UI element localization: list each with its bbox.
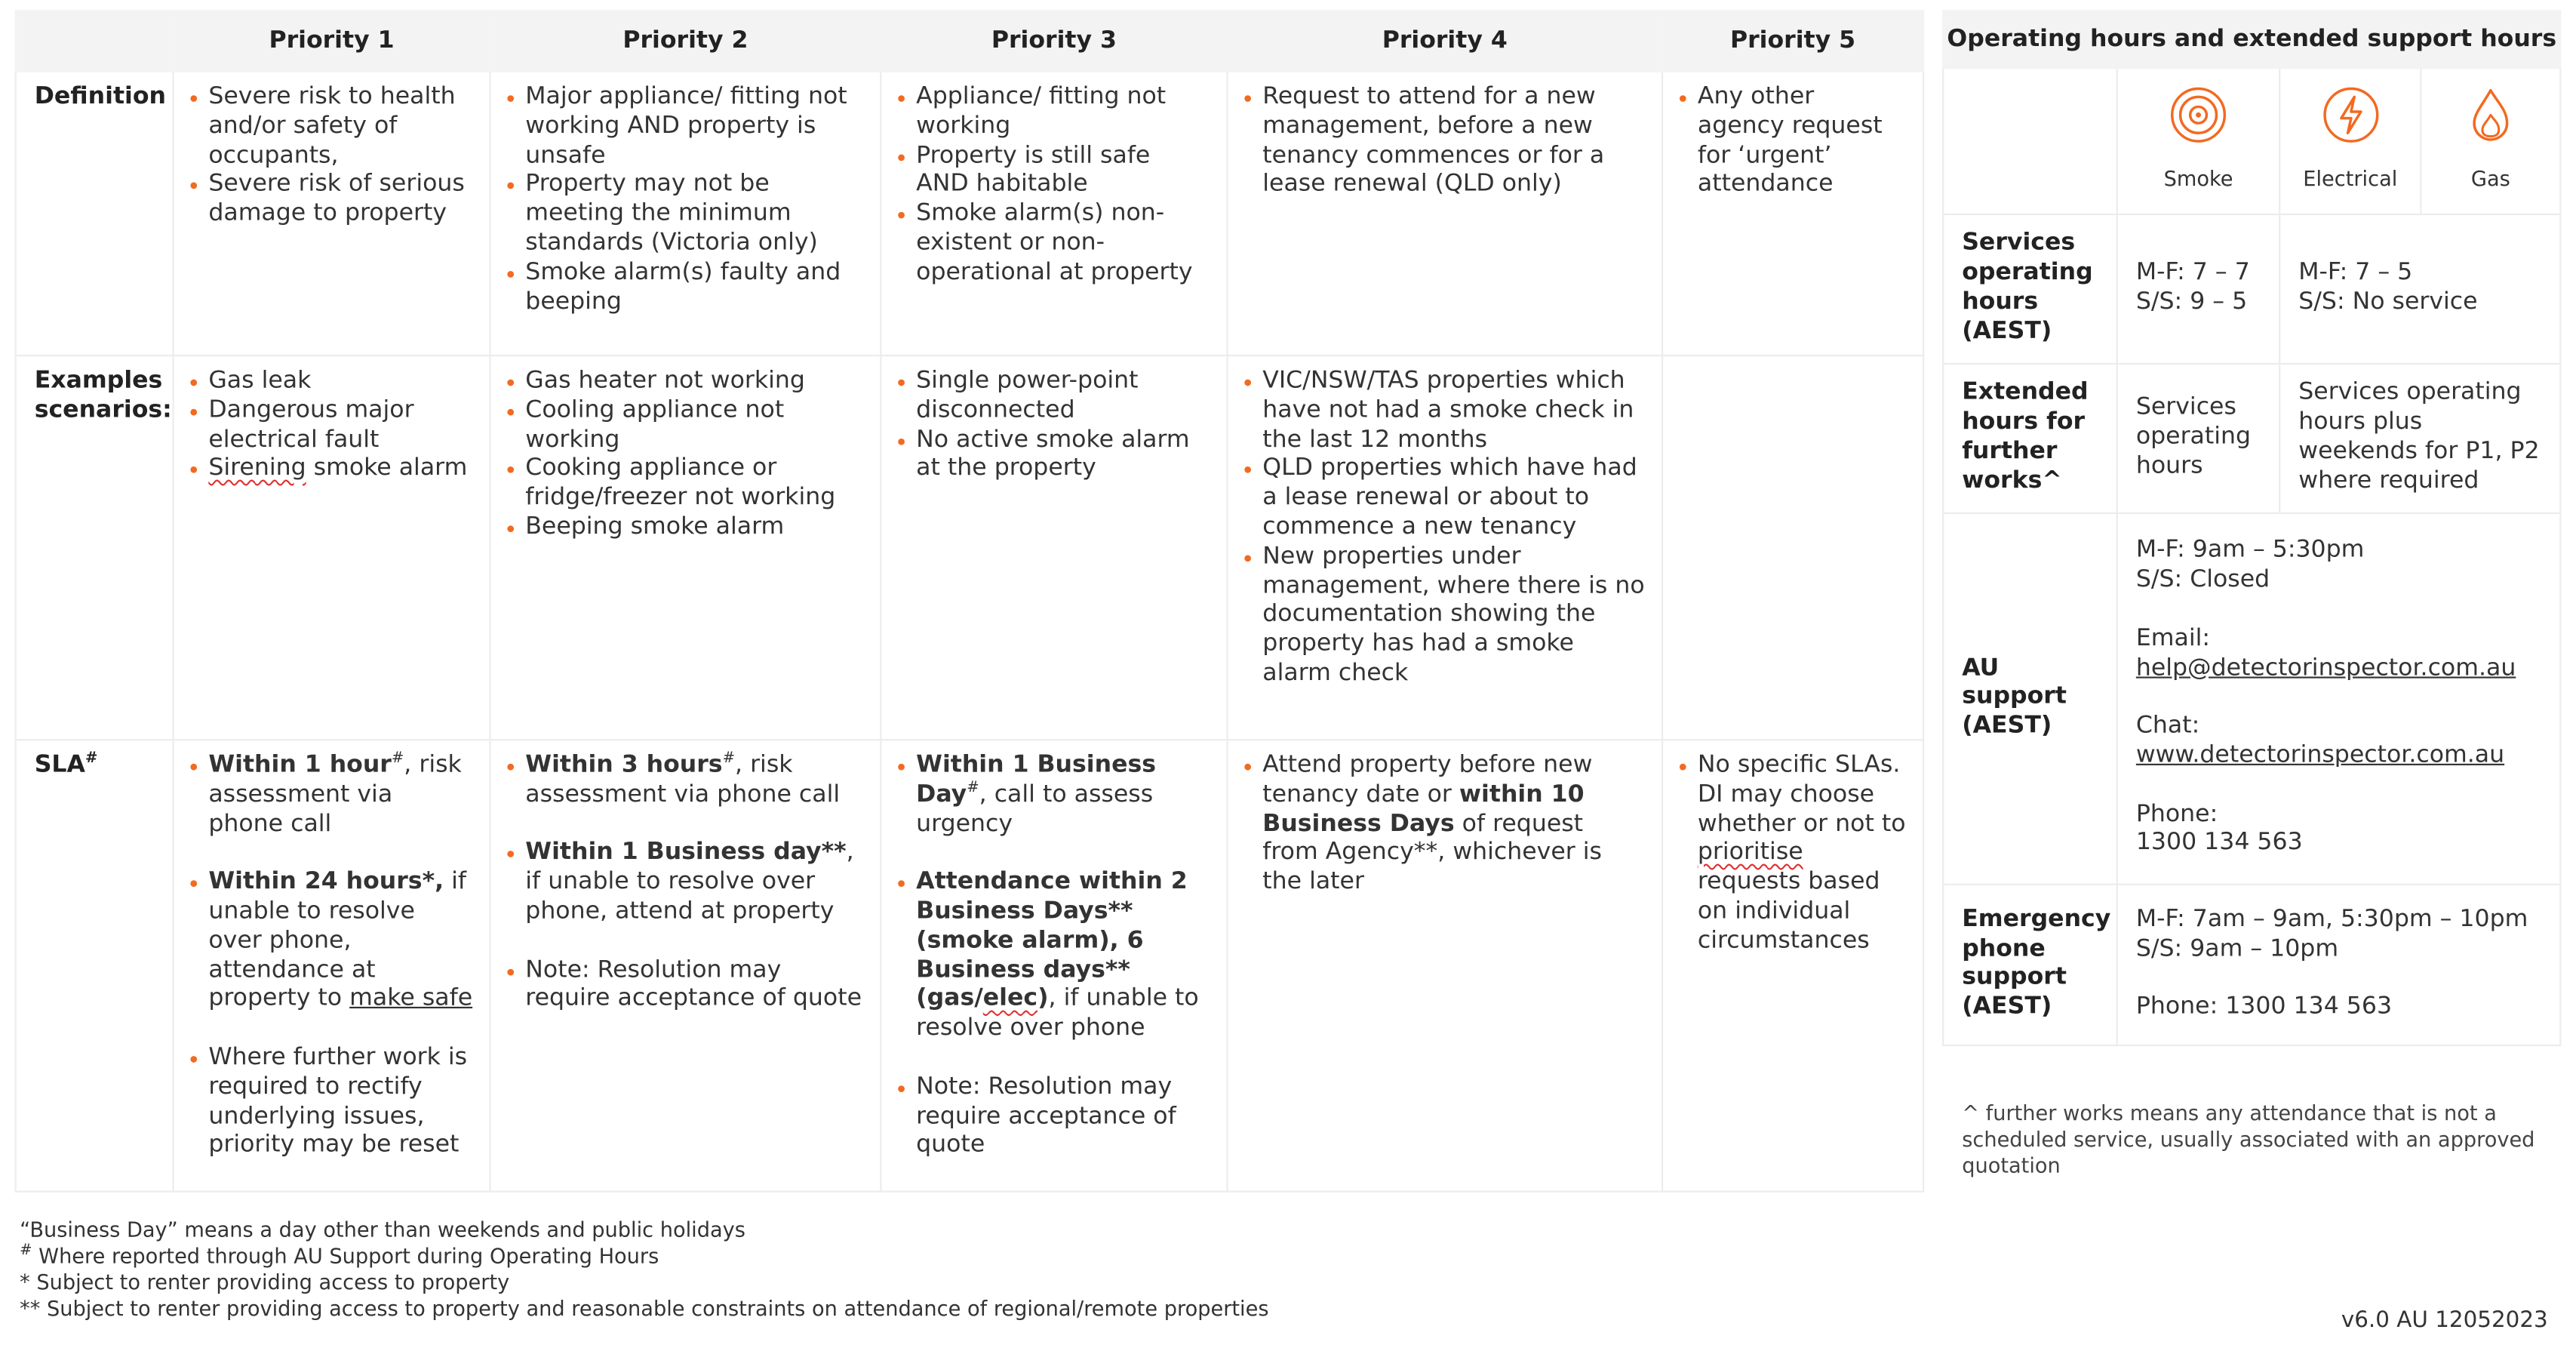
list-item: Gas heater not working [507, 368, 863, 397]
sla-p2 [490, 740, 881, 1191]
examples-p4 [1227, 355, 1662, 740]
operating-hours-title: Operating hours and extended support hours [1943, 11, 2560, 68]
list-item: Smoke alarm(s) non-existent or non-operational at property [898, 201, 1210, 288]
header-priority-5: Priority 5 [1662, 11, 1923, 72]
header-priority-2: Priority 2 [490, 11, 881, 72]
electrical-icon [2321, 85, 2380, 144]
list-item: Within 3 hours#, risk assessment via phone call [507, 753, 863, 811]
further-works-footnote: ^ further works means any attendance that is not a scheduled service, usually associated with an approved quotation [1962, 1100, 2535, 1178]
services-hours-label: Services operating hours (AEST) [1943, 214, 2117, 364]
emergency-support-label: Emergency phone support (AEST) [1943, 884, 2117, 1045]
list-item: Gas leak [190, 368, 472, 397]
list-item: Within 24 hours*, if unable to resolve over phone, attendance at property to make safe [190, 869, 472, 1015]
smoke-alarm-text: smoke alarm [313, 455, 468, 482]
list-item: Within 1 hour#, risk assessment via phone call [190, 753, 472, 840]
list-item: Appliance/ fitting not working [898, 84, 1210, 142]
definition-p5 [1662, 72, 1923, 355]
list-item: Within 1 Business day**, if unable to resolve over phone, attend at property [507, 840, 863, 928]
list-item: Request to attend for a new management, before a new tenancy commences or for a lease renewal (QLD only) [1244, 84, 1645, 201]
list-item: Attend property before new tenancy date or within 10 Business Days of request from Agency**, whichever is the later [1244, 753, 1645, 899]
extended-hours-label: Extended hours for further works^ [1943, 364, 2117, 513]
list-item: VIC/NSW/TAS properties which have not had a smoke check in the last 12 months [1244, 368, 1645, 455]
list-item: Any other agency request for ‘urgent’ attendance [1680, 84, 1906, 201]
list-item: Single power-point disconnected [898, 368, 1210, 426]
list-item: Note: Resolution may require acceptance of quote [507, 957, 863, 1015]
smoke-column-header [2117, 68, 2279, 214]
version-label: v6.0 AU 12052023 [2341, 1307, 2548, 1334]
list-item: Severe risk of serious damage to property [190, 171, 472, 229]
definition-label: Definition [16, 72, 174, 355]
list-item: No specific SLAs. DI may choose whether or not to prioritise requests based on individual circumstances [1680, 753, 1906, 957]
services-hours-row [1943, 214, 2560, 364]
gas-label: Gas [2470, 165, 2510, 191]
gas-column-header [2421, 68, 2560, 214]
sla-p3 [881, 740, 1227, 1191]
list-item: Major appliance/ fitting not working AND property is unsafe [507, 84, 863, 171]
service-icons-row [1943, 68, 2560, 214]
list-item: Severe risk to health and/or safety of occupants, [190, 84, 472, 171]
list-item: Dangerous major electrical fault [190, 397, 472, 455]
list-item: Cooking appliance or fridge/freezer not working [507, 456, 863, 514]
definition-p4 [1227, 72, 1662, 355]
extended-hours-other: Services operating hours plus weekends for P1, P2 where required [2279, 364, 2560, 513]
priority-header-row [16, 11, 1923, 72]
examples-p1 [174, 355, 490, 740]
chat-website-link[interactable]: www.detectorinspector.com.au [2135, 742, 2505, 769]
operating-hours-table [1942, 10, 2561, 1046]
list-item: Within 1 Business Day#, call to assess urgency [898, 753, 1210, 840]
sla-row [16, 740, 1923, 1191]
emergency-support-details: M-F: 7am – 9am, 5:30pm – 10pm S/S: 9am – 10pm Phone: 1300 134 563 [2117, 884, 2561, 1045]
list-item: Property is still safe AND habitable [898, 142, 1210, 200]
list-item: Beeping smoke alarm [507, 514, 863, 543]
footnote-double-star: ** Subject to renter providing access to property and reasonable constraints on attendance of regional/remote properties [20, 1295, 1269, 1321]
header-priority-1: Priority 1 [174, 11, 490, 72]
list-item [190, 456, 472, 485]
list-item: Attendance within 2 Business Days** (smoke alarm), 6 Business days** (gas/elec), if unable to resolve over phone [898, 869, 1210, 1044]
definition-p1 [174, 72, 490, 355]
services-hours-smoke: M-F: 7 – 7 S/S: 9 – 5 [2117, 214, 2279, 364]
sla-label: SLA# [16, 740, 174, 1191]
examples-row [16, 355, 1923, 740]
definition-row [16, 72, 1923, 355]
list-item: New properties under management, where there is no documentation showing the property has had a smoke alarm check [1244, 543, 1645, 690]
list-item: Cooling appliance not working [507, 397, 863, 455]
extended-hours-row [1943, 364, 2560, 513]
electrical-label: Electrical [2303, 165, 2398, 191]
examples-p2 [490, 355, 881, 740]
header-priority-3: Priority 3 [881, 11, 1227, 72]
sla-p5 [1662, 740, 1923, 1191]
gas-flame-icon [2461, 85, 2520, 144]
emergency-support-row [1943, 884, 2560, 1045]
examples-p3 [881, 355, 1227, 740]
smoke-label: Smoke [2163, 165, 2233, 191]
footnotes [20, 1217, 1268, 1322]
sirening-text: Sirening [208, 455, 306, 482]
footnote-star: * Subject to renter providing access to property [20, 1269, 510, 1294]
hash-mark: # [85, 750, 98, 768]
priority-table [15, 10, 1925, 1193]
footnote-hash: # Where reported through AU Support during Operating Hours [20, 1242, 659, 1268]
emergency-phone: Phone: 1300 134 563 [2135, 993, 2393, 1020]
sla-p1 [174, 740, 490, 1191]
list-item: Property may not be meeting the minimum standards (Victoria only) [507, 171, 863, 259]
footnote-business-day: “Business Day” means a day other than weekends and public holidays [20, 1217, 745, 1242]
au-support-label: AU support (AEST) [1943, 513, 2117, 885]
examples-label: Examples scenarios: [16, 355, 174, 740]
list-item: Smoke alarm(s) faulty and beeping [507, 259, 863, 317]
smoke-alarm-icon [2169, 85, 2227, 144]
definition-p3 [881, 72, 1227, 355]
electrical-column-header [2279, 68, 2421, 214]
support-email-link[interactable]: help@detectorinspector.com.au [2135, 654, 2516, 682]
header-corner [16, 11, 174, 72]
list-item: QLD properties which have had a lease renewal or about to commence a new tenancy [1244, 456, 1645, 543]
header-priority-4: Priority 4 [1227, 11, 1662, 72]
list-item: Where further work is required to rectify underlying issues, priority may be reset [190, 1045, 472, 1162]
examples-p5 [1662, 355, 1923, 740]
icon-row-corner [1943, 68, 2117, 214]
au-support-row [1943, 513, 2560, 885]
list-item: No active smoke alarm at the property [898, 426, 1210, 485]
services-hours-other: M-F: 7 – 5 S/S: No service [2279, 214, 2560, 364]
definition-p2 [490, 72, 881, 355]
sla-p4 [1227, 740, 1662, 1191]
list-item: Note: Resolution may require acceptance of quote [898, 1074, 1210, 1162]
extended-hours-smoke: Services operating hours [2117, 364, 2279, 513]
support-phone: 1300 134 563 [2135, 829, 2303, 857]
au-support-details: M-F: 9am – 5:30pm S/S: Closed Email: help@detectorinspector.com.au Chat: www.detectorinspector.com.au Phone: 1300 134 563 [2117, 513, 2561, 885]
